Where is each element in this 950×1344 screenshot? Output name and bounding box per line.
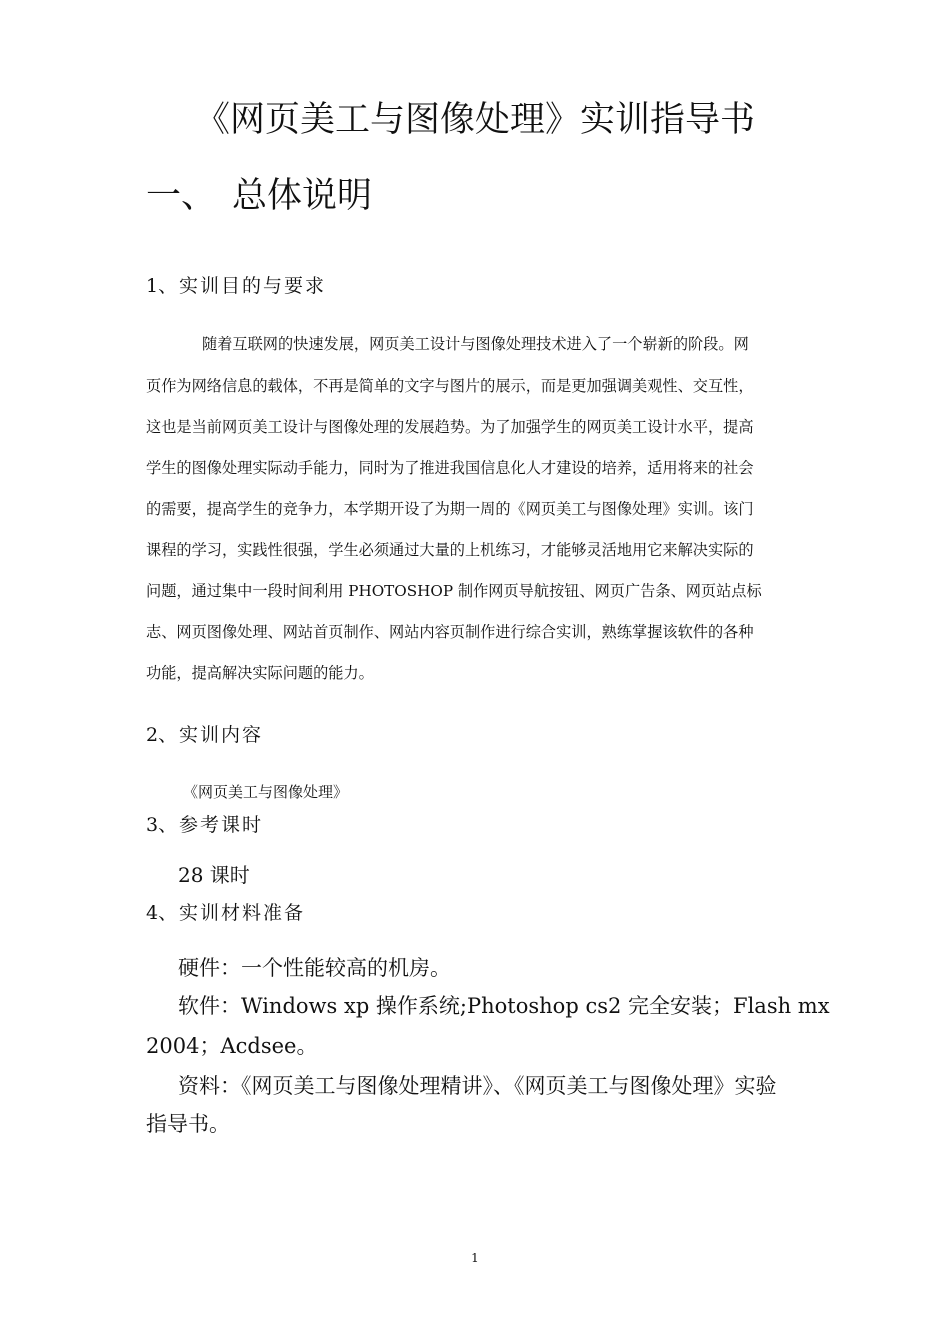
subheading-number: 1、 xyxy=(146,275,178,297)
paragraph-line: 问题，通过集中一段时间利用 PHOTOSHOP 制作网页导航按钮、网页广告条、网页站点标 xyxy=(146,582,762,600)
page-number: 1 xyxy=(471,1251,479,1265)
subheading-goals xyxy=(146,273,326,299)
subheading-title: 实训内容 xyxy=(179,724,264,746)
paragraph-line: 功能，提高解决实际问题的能力。 xyxy=(146,664,374,682)
goals-paragraph xyxy=(146,328,806,690)
materials-line: 资料：《网页美工与图像处理精讲》、《网页美工与图像处理》实验 xyxy=(178,1074,777,1098)
subheading-title: 参考课时 xyxy=(179,814,264,836)
subheading-title: 实训材料准备 xyxy=(179,902,306,924)
content-text: 《网页美工与图像处理》 xyxy=(183,783,349,801)
software-line-continued: 2004；Acdsee。 xyxy=(146,1034,318,1058)
materials-line-continued: 指导书。 xyxy=(146,1112,230,1136)
paragraph-line: 随着互联网的快速发展，网页美工设计与图像处理技术进入了一个崭新的阶段。网 xyxy=(202,335,749,353)
section-heading-overview xyxy=(146,172,372,220)
subheading-content xyxy=(146,722,263,748)
paragraph-line: 这也是当前网页美工设计与图像处理的发展趋势。为了加强学生的网页美工设计水平，提高 xyxy=(146,418,754,436)
hardware-line: 硬件：一个性能较高的机房。 xyxy=(178,956,451,980)
paragraph-line: 的需要，提高学生的竞争力，本学期开设了为期一周的《网页美工与图像处理》实训。该门 xyxy=(146,500,754,518)
document-title: 《网页美工与图像处理》实训指导书 xyxy=(194,100,755,140)
paragraph-line: 页作为网络信息的载体，不再是简单的文字与图片的展示，而是更加强调美观性、交互性， xyxy=(146,377,754,395)
section-number: 一、 xyxy=(146,176,217,216)
subheading-number: 4、 xyxy=(146,902,178,924)
subheading-number: 3、 xyxy=(146,814,178,836)
subheading-materials xyxy=(146,900,305,926)
paragraph-line: 学生的图像处理实际动手能力，同时为了推进我国信息化人才建设的培养，适用将来的社会 xyxy=(146,459,754,477)
paragraph-line: 课程的学习，实践性很强，学生必须通过大量的上机练习，才能够灵活地用它来解决实际的 xyxy=(146,541,754,559)
section-title: 总体说明 xyxy=(232,176,373,216)
software-line: 软件：Windows xp 操作系统;Photoshop cs2 完全安装；Flash mx xyxy=(178,994,830,1018)
paragraph-line: 志、网页图像处理、网站首页制作、网站内容页制作进行综合实训，熟练掌握该软件的各种 xyxy=(146,623,754,641)
subheading-title: 实训目的与要求 xyxy=(179,275,327,297)
subheading-number: 2、 xyxy=(146,724,178,746)
subheading-hours xyxy=(146,812,263,838)
hours-text: 28 课时 xyxy=(178,863,250,887)
